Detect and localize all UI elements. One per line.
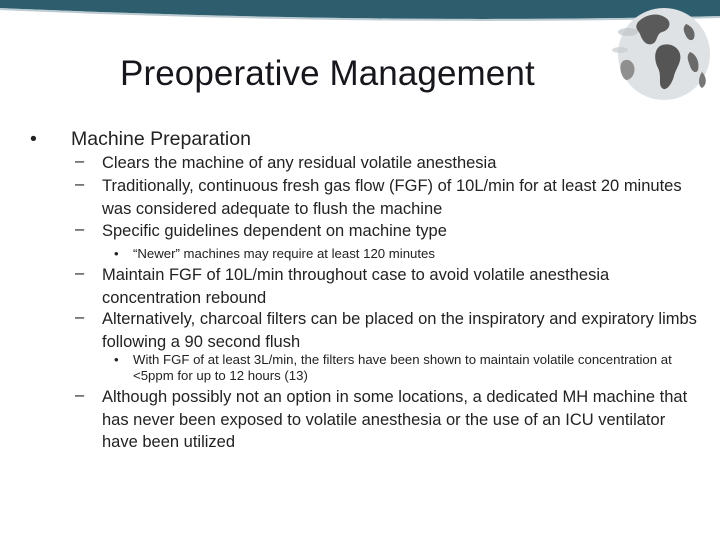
dot-marker: • [114, 352, 119, 367]
page-title: Preoperative Management [120, 54, 535, 93]
list-item-text: Maintain FGF of 10L/min throughout case to avoid volatile anesthesia concentration rebound [102, 266, 610, 307]
dash-marker: – [75, 264, 85, 282]
dash-marker: – [75, 386, 85, 404]
dash-marker: – [75, 220, 85, 238]
list-item-text: Clears the machine of any residual volatile anesthesia [102, 154, 497, 172]
dash-marker: – [75, 152, 85, 170]
list-item-text: Traditionally, continuous fresh gas flow (FGF) of 10L/min for at least 20 minutes was considered adequate to flush the machine [102, 177, 682, 218]
dot-marker: • [114, 246, 119, 261]
dash-marker: – [75, 308, 85, 326]
list-item-text: Although possibly not an option in some locations, a dedicated MH machine that has never been exposed to volatile anesthesia or the use of an ICU ventilator have been utilized [102, 388, 688, 451]
sub-bullet-text: With FGF of at least 3L/min, the filters have been shown to maintain volatile concentration at <5ppm for up to 12 hours (13) [133, 352, 672, 383]
sub-bullet-text: “Newer” machines may require at least 120 minutes [133, 246, 435, 261]
bullet-marker: • [30, 128, 37, 150]
bullet-text: Machine Preparation [71, 128, 251, 150]
bullet-level1 [30, 128, 251, 151]
dash-marker: – [75, 175, 85, 193]
list-item-text: Specific guidelines dependent on machine type [102, 222, 447, 240]
list-item-text: Alternatively, charcoal filters can be placed on the inspiratory and expiratory limbs following a 90 second flush [102, 310, 697, 351]
